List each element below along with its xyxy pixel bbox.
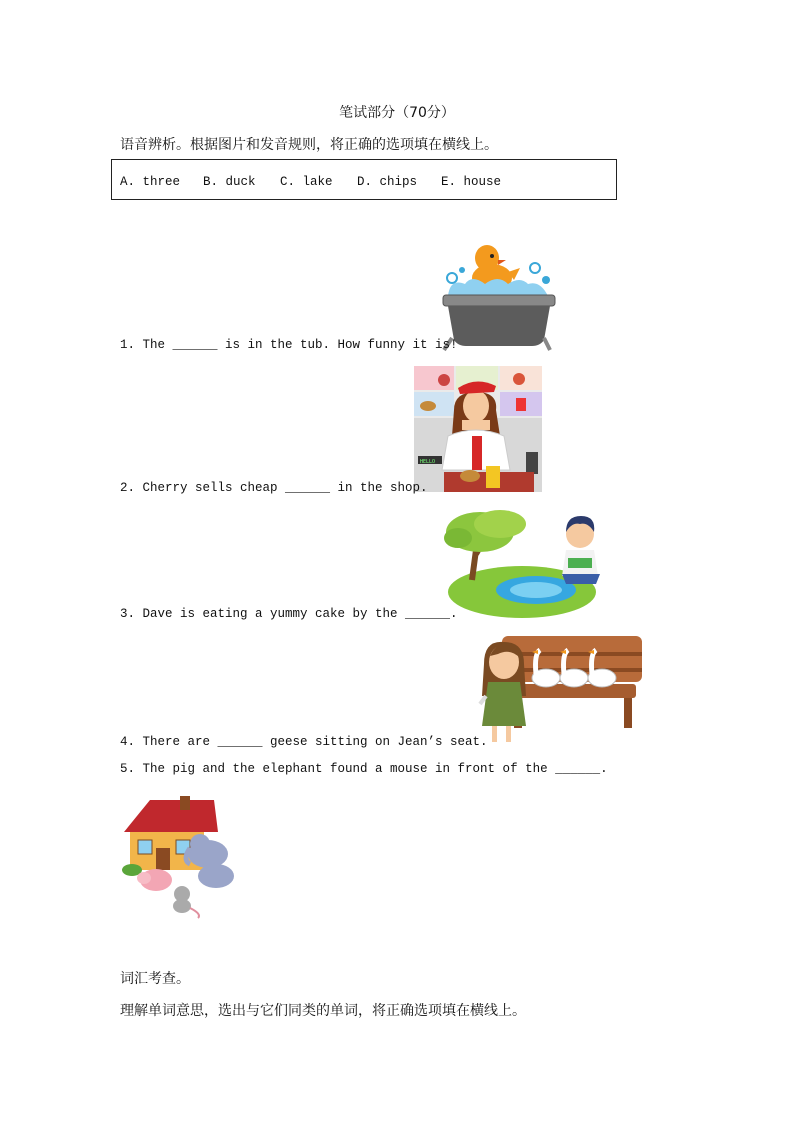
fast-food-shop-picture [414, 366, 542, 492]
house-animals-picture [120, 796, 236, 920]
question-5: 5. The pig and the elephant found a mouse in front of the ______. [120, 762, 608, 776]
option-d: D. chips [357, 175, 418, 189]
girl-geese-bench-picture [474, 634, 646, 746]
option-c: C. lake [280, 175, 333, 189]
boy-by-lake-picture [444, 510, 610, 620]
option-a: A. three [120, 175, 181, 189]
option-e: E. house [441, 175, 502, 189]
question-3: 3. Dave is eating a yummy cake by the ______. [120, 607, 458, 621]
shop-sign-text: HELLO [420, 459, 436, 465]
option-box [111, 159, 617, 200]
duck-bathtub-picture [440, 238, 558, 352]
page-title: 笔试部分（70分） [339, 105, 455, 121]
question-1: 1. The ______ is in the tub. How funny it is! [120, 338, 458, 352]
section1-instruction: 语音辨析。根据图片和发音规则，将正确的选项填在横线上。 [120, 137, 498, 153]
section2-heading: 词汇考查。 [120, 971, 190, 987]
option-b: B. duck [203, 175, 256, 189]
question-4: 4. There are ______ geese sitting on Jean’s seat. [120, 735, 488, 749]
question-2: 2. Cherry sells cheap ______ in the shop. [120, 481, 428, 495]
section2-instruction: 理解单词意思，选出与它们同类的单词，将正确选项填在横线上。 [120, 1003, 526, 1019]
